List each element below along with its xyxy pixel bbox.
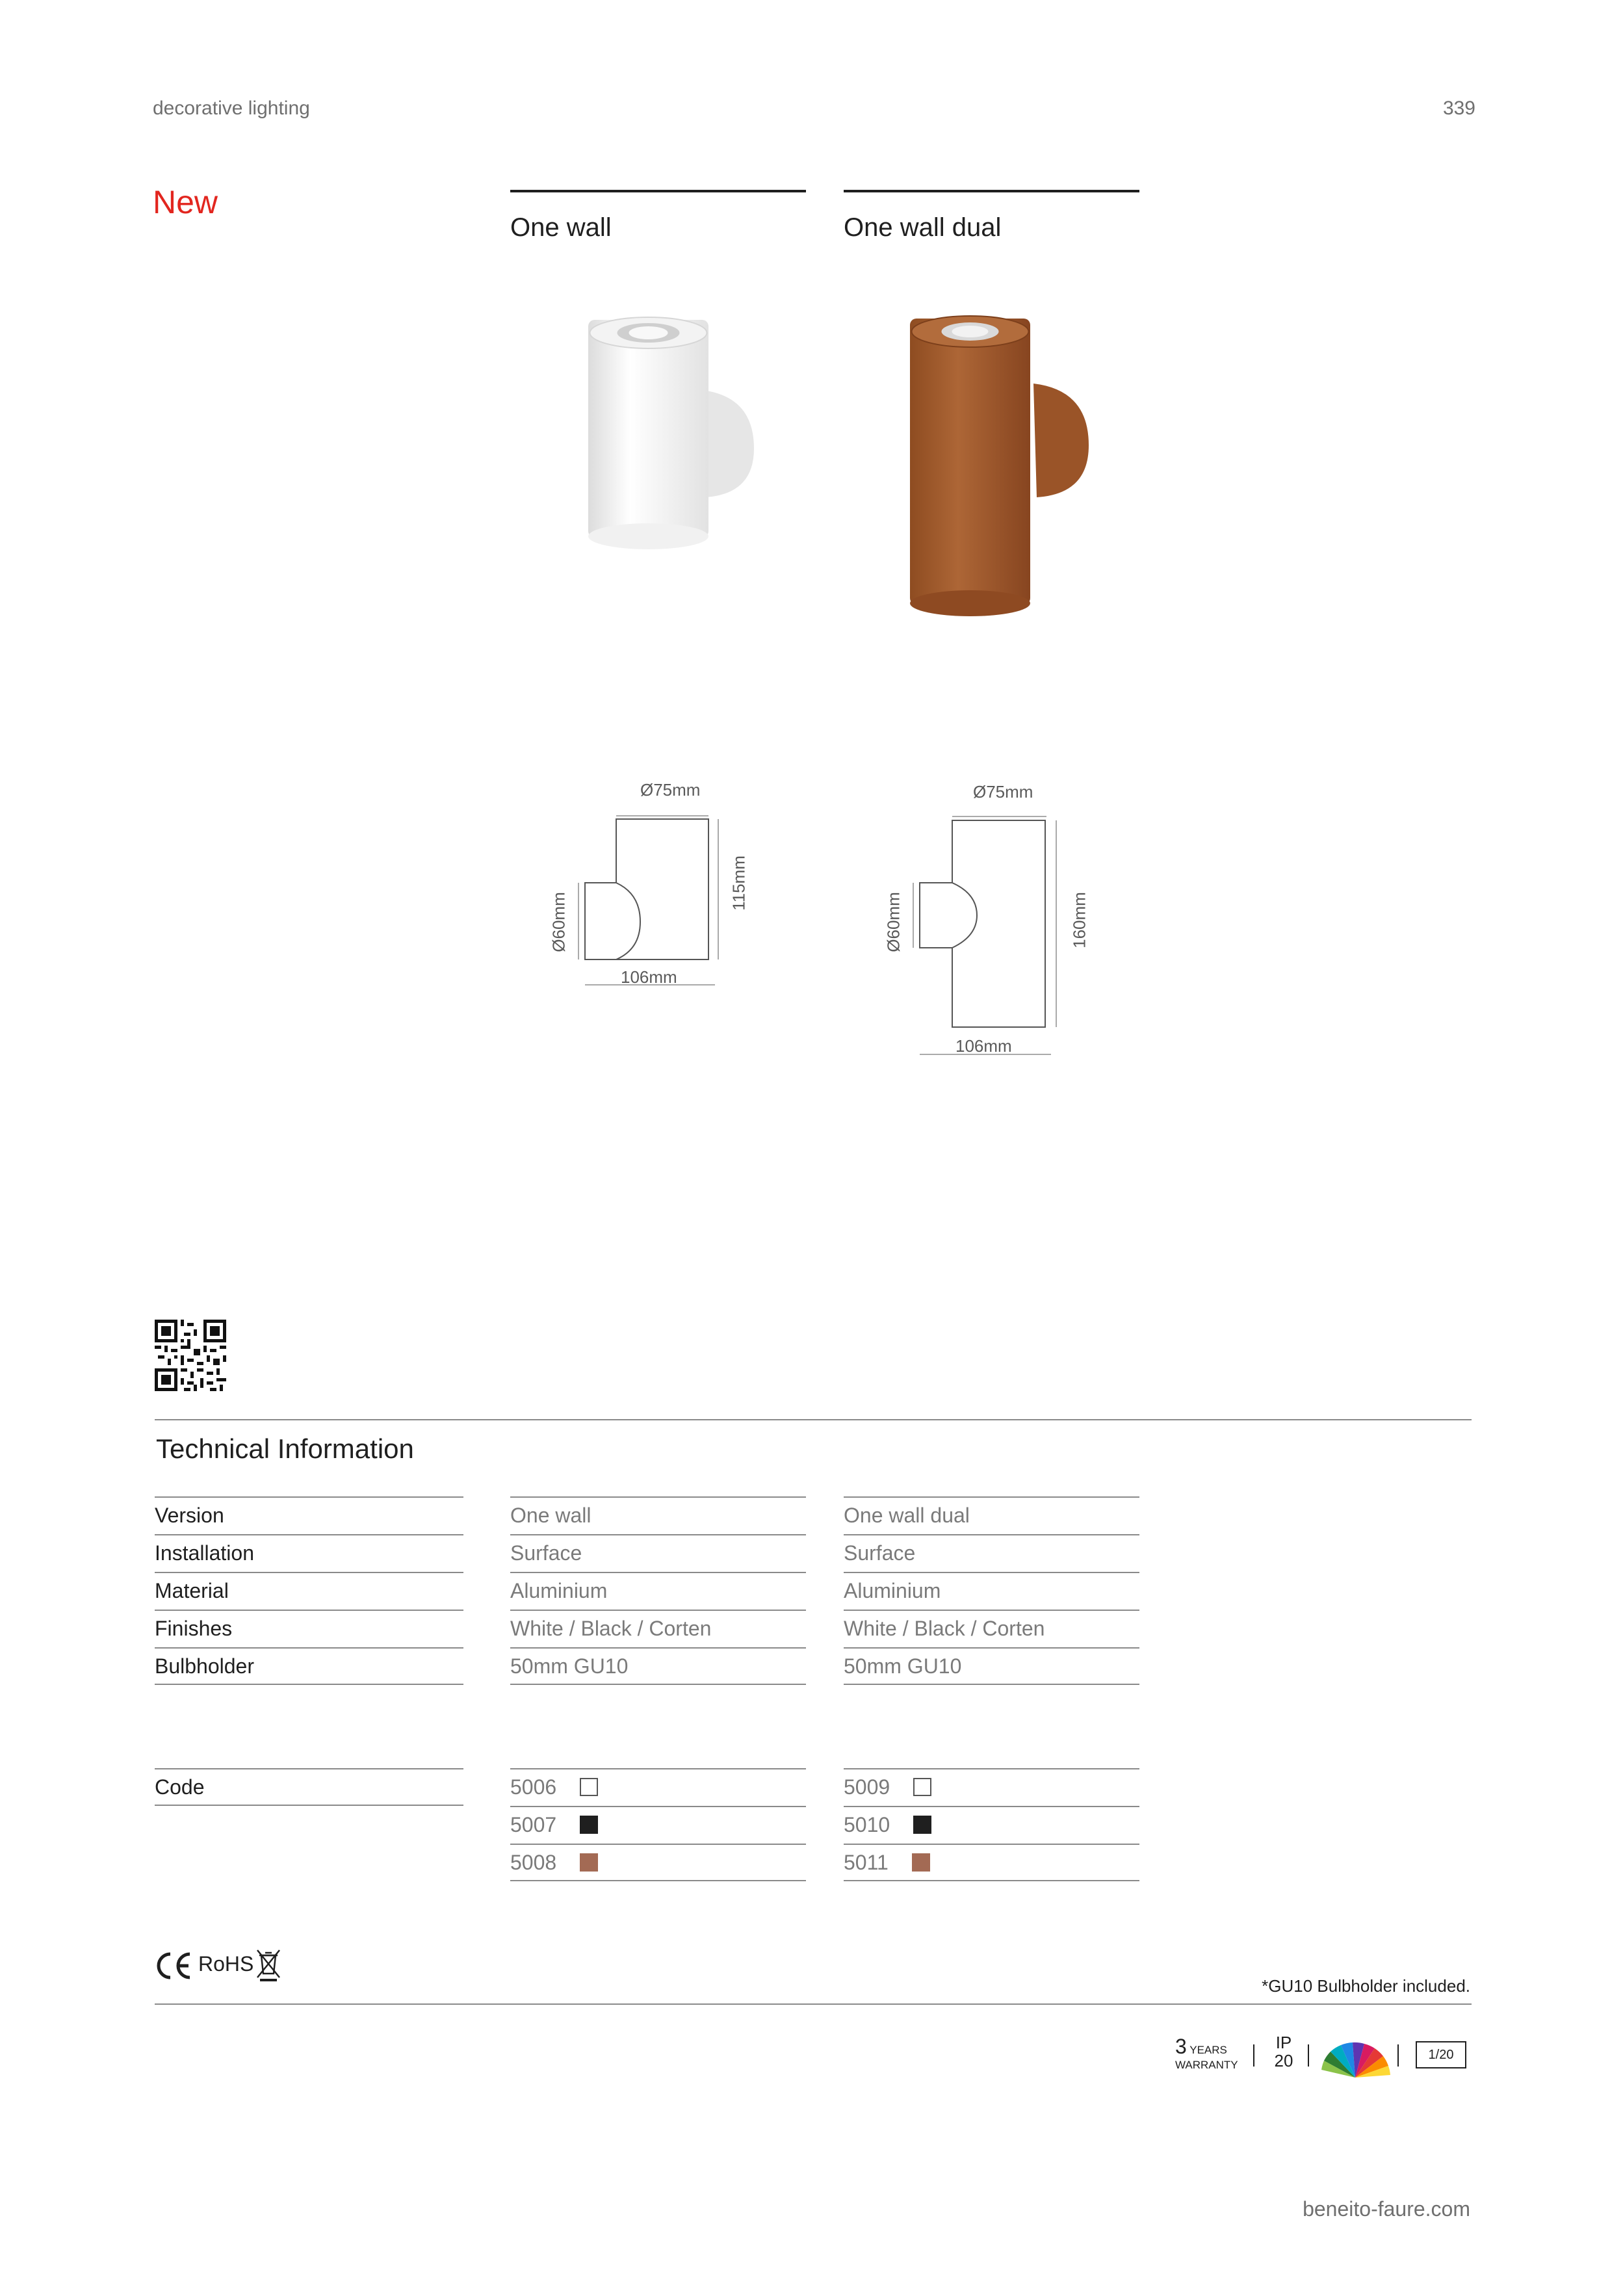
code-value: 5007	[510, 1813, 557, 1836]
spec-value: Surface	[844, 1534, 1139, 1572]
code-label: Code	[155, 1768, 463, 1806]
code-row	[844, 1806, 1139, 1844]
bulbholder-note: *GU10 Bulbholder included.	[1262, 1976, 1470, 1996]
dim-diameter-base: Ø60mm	[883, 892, 903, 952]
ce-mark-icon	[155, 1950, 194, 1981]
product-image-one-wall-dual	[907, 306, 1102, 624]
scale-badge	[1416, 2041, 1466, 2068]
spec-label: Bulbholder	[155, 1647, 463, 1685]
code-value: 5010	[844, 1813, 890, 1836]
dim-diameter-top: Ø75mm	[640, 780, 701, 800]
rohs-mark: RoHS	[198, 1952, 254, 1976]
dim-diameter-base: Ø60mm	[549, 892, 569, 952]
spec-value: Aluminium	[844, 1572, 1139, 1610]
spec-value: 50mm GU10	[510, 1647, 806, 1685]
product-title: One wall dual	[844, 213, 1002, 242]
product-divider	[510, 190, 806, 192]
ip-rating	[1271, 2033, 1297, 2070]
code-value: 5006	[510, 1775, 557, 1799]
spec-value: 50mm GU10	[844, 1647, 1139, 1685]
warranty-years: YEARS	[1189, 2044, 1227, 2056]
new-badge: New	[153, 184, 218, 220]
spec-value: White / Black / Corten	[844, 1610, 1139, 1647]
spec-value: Surface	[510, 1534, 806, 1572]
page-number: 339	[1442, 98, 1475, 119]
spec-value: Aluminium	[510, 1572, 806, 1610]
code-row	[510, 1768, 806, 1806]
swatch-white	[580, 1778, 598, 1796]
warranty-badge	[1175, 2035, 1238, 2072]
spec-value: One wall	[510, 1496, 806, 1534]
dim-diameter-top: Ø75mm	[973, 782, 1033, 802]
code-value: 5011	[844, 1851, 889, 1874]
weee-bin-icon	[255, 1948, 282, 1983]
product-title: One wall	[510, 213, 612, 242]
spec-value: White / Black / Corten	[510, 1610, 806, 1647]
spec-label: Installation	[155, 1534, 463, 1572]
website-link[interactable]: beneito-faure.com	[1303, 2197, 1470, 2221]
qr-code-icon[interactable]	[155, 1320, 226, 1391]
dim-height: 115mm	[729, 855, 749, 911]
swatch-corten	[912, 1853, 930, 1872]
code-value: 5009	[844, 1775, 890, 1799]
spec-value: One wall dual	[844, 1496, 1139, 1534]
spec-label: Version	[155, 1496, 463, 1534]
swatch-white	[913, 1778, 931, 1796]
warranty-label: WARRANTY	[1175, 2059, 1238, 2071]
icon-separator	[1253, 2044, 1254, 2067]
swatch-corten	[580, 1853, 598, 1872]
code-row	[844, 1844, 1139, 1881]
icon-separator	[1397, 2044, 1399, 2067]
footer-divider	[155, 2003, 1472, 2005]
ip-label: IP	[1275, 2033, 1292, 2052]
code-row	[844, 1768, 1139, 1806]
section-title: decorative lighting	[153, 98, 310, 119]
ip-value: 20	[1274, 2051, 1293, 2070]
product-image-one-wall	[572, 306, 773, 553]
warranty-number: 3	[1175, 2035, 1187, 2058]
tech-info-title: Technical Information	[156, 1433, 414, 1464]
code-value: 5008	[510, 1851, 557, 1874]
scale-value: 1/20	[1428, 2048, 1454, 2062]
dim-width: 106mm	[621, 967, 677, 987]
product-divider	[844, 190, 1139, 192]
swatch-black	[580, 1816, 598, 1834]
spec-label: Finishes	[155, 1610, 463, 1647]
section-divider	[155, 1419, 1472, 1420]
dim-width: 106mm	[955, 1036, 1012, 1056]
icon-separator	[1308, 2044, 1309, 2067]
code-row	[510, 1844, 806, 1881]
dim-height: 160mm	[1069, 892, 1089, 948]
code-row	[510, 1806, 806, 1844]
spec-label: Material	[155, 1572, 463, 1610]
color-fan-icon	[1319, 2033, 1391, 2080]
swatch-black	[913, 1816, 931, 1834]
